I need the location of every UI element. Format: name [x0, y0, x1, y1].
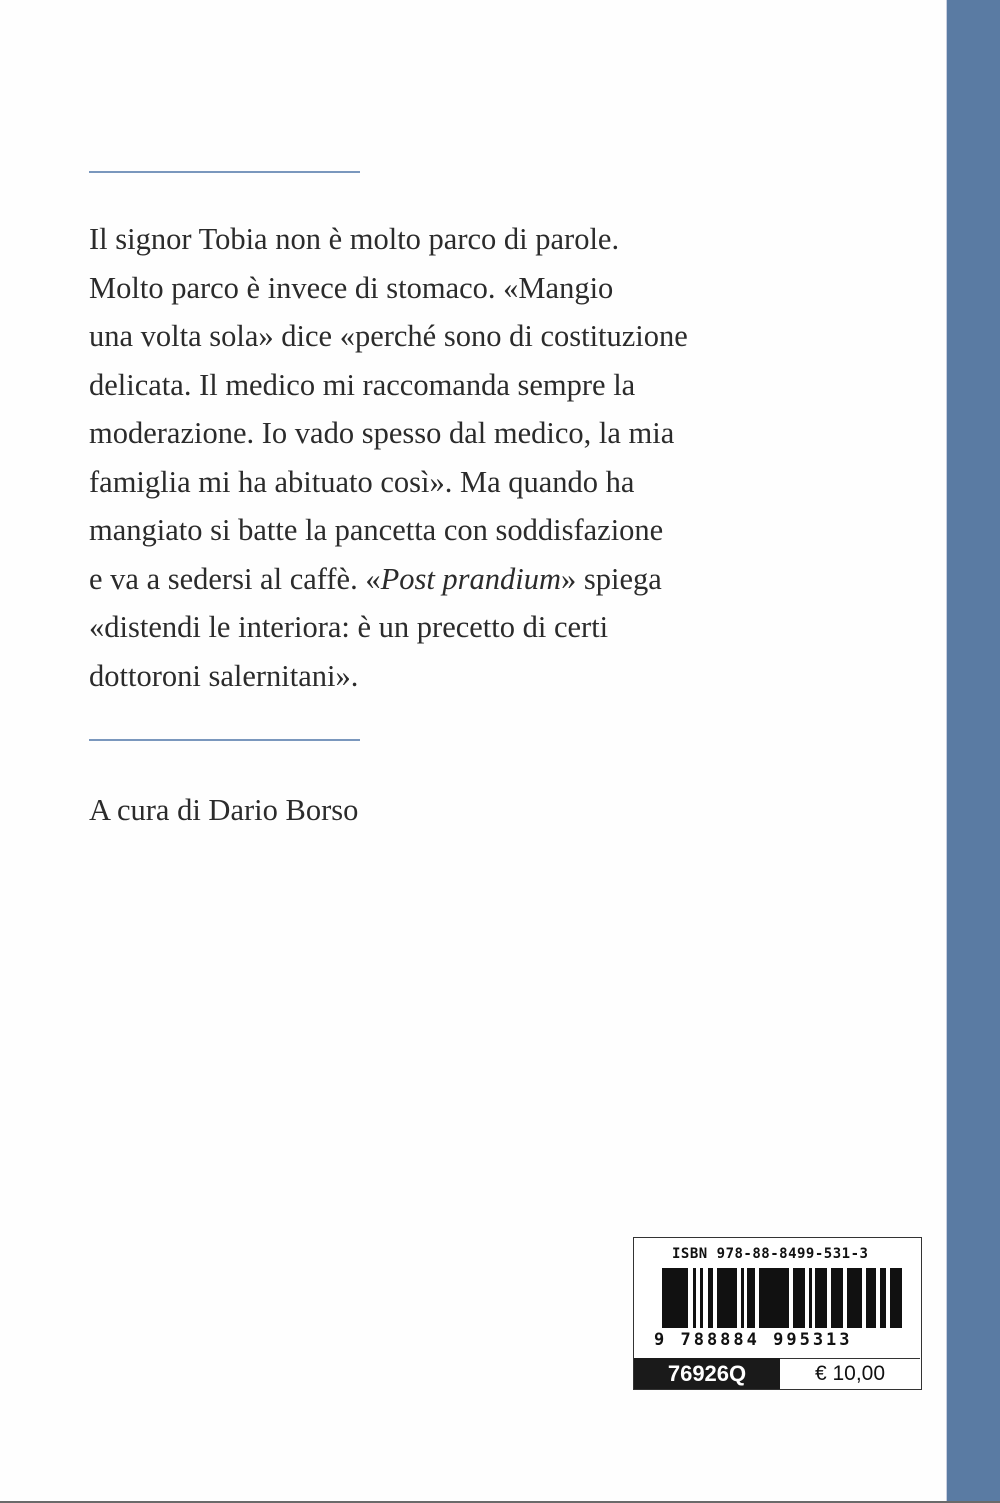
barcode-bars	[662, 1268, 902, 1328]
latin-phrase: Post prandium	[380, 561, 562, 596]
blurb-text	[89, 215, 809, 700]
blurb-line: mangiato si batte la pancetta con soddisfazione	[89, 513, 664, 547]
blurb-line: «distendi le interiora: è un precetto di certi	[89, 610, 609, 644]
blurb-line: Molto parco è invece di stomaco. «Mangio	[89, 270, 614, 305]
blurb-line: moderazione. Io vado spesso dal medico, la mia	[89, 416, 675, 450]
blurb-line: dottoroni salernitani».	[89, 658, 359, 693]
blurb-line: una volta sola» dice «perché sono di costituzione	[89, 319, 688, 353]
barcode-digits: 9 788884 995313	[654, 1330, 853, 1350]
blurb-line: Il signor Tobia non è molto parco di parole.	[89, 222, 620, 256]
product-code: 76926Q	[634, 1358, 780, 1389]
book-spine	[947, 0, 1000, 1503]
blurb-line: e va a sedersi al caffè. «Post prandium» spiega	[89, 561, 662, 596]
isbn-label: ISBN 978-88-8499-531-3	[672, 1246, 869, 1262]
barcode-label	[633, 1237, 922, 1390]
blurb-line: famiglia mi ha abituato così». Ma quando ha	[89, 464, 635, 499]
price: € 10,00	[780, 1358, 920, 1389]
bottom-divider-rule	[89, 739, 360, 741]
blurb-line: delicata. Il medico mi raccomanda sempre la	[89, 367, 636, 402]
editor-credit: A cura di Dario Borso	[89, 793, 359, 827]
top-divider-rule	[89, 171, 360, 173]
